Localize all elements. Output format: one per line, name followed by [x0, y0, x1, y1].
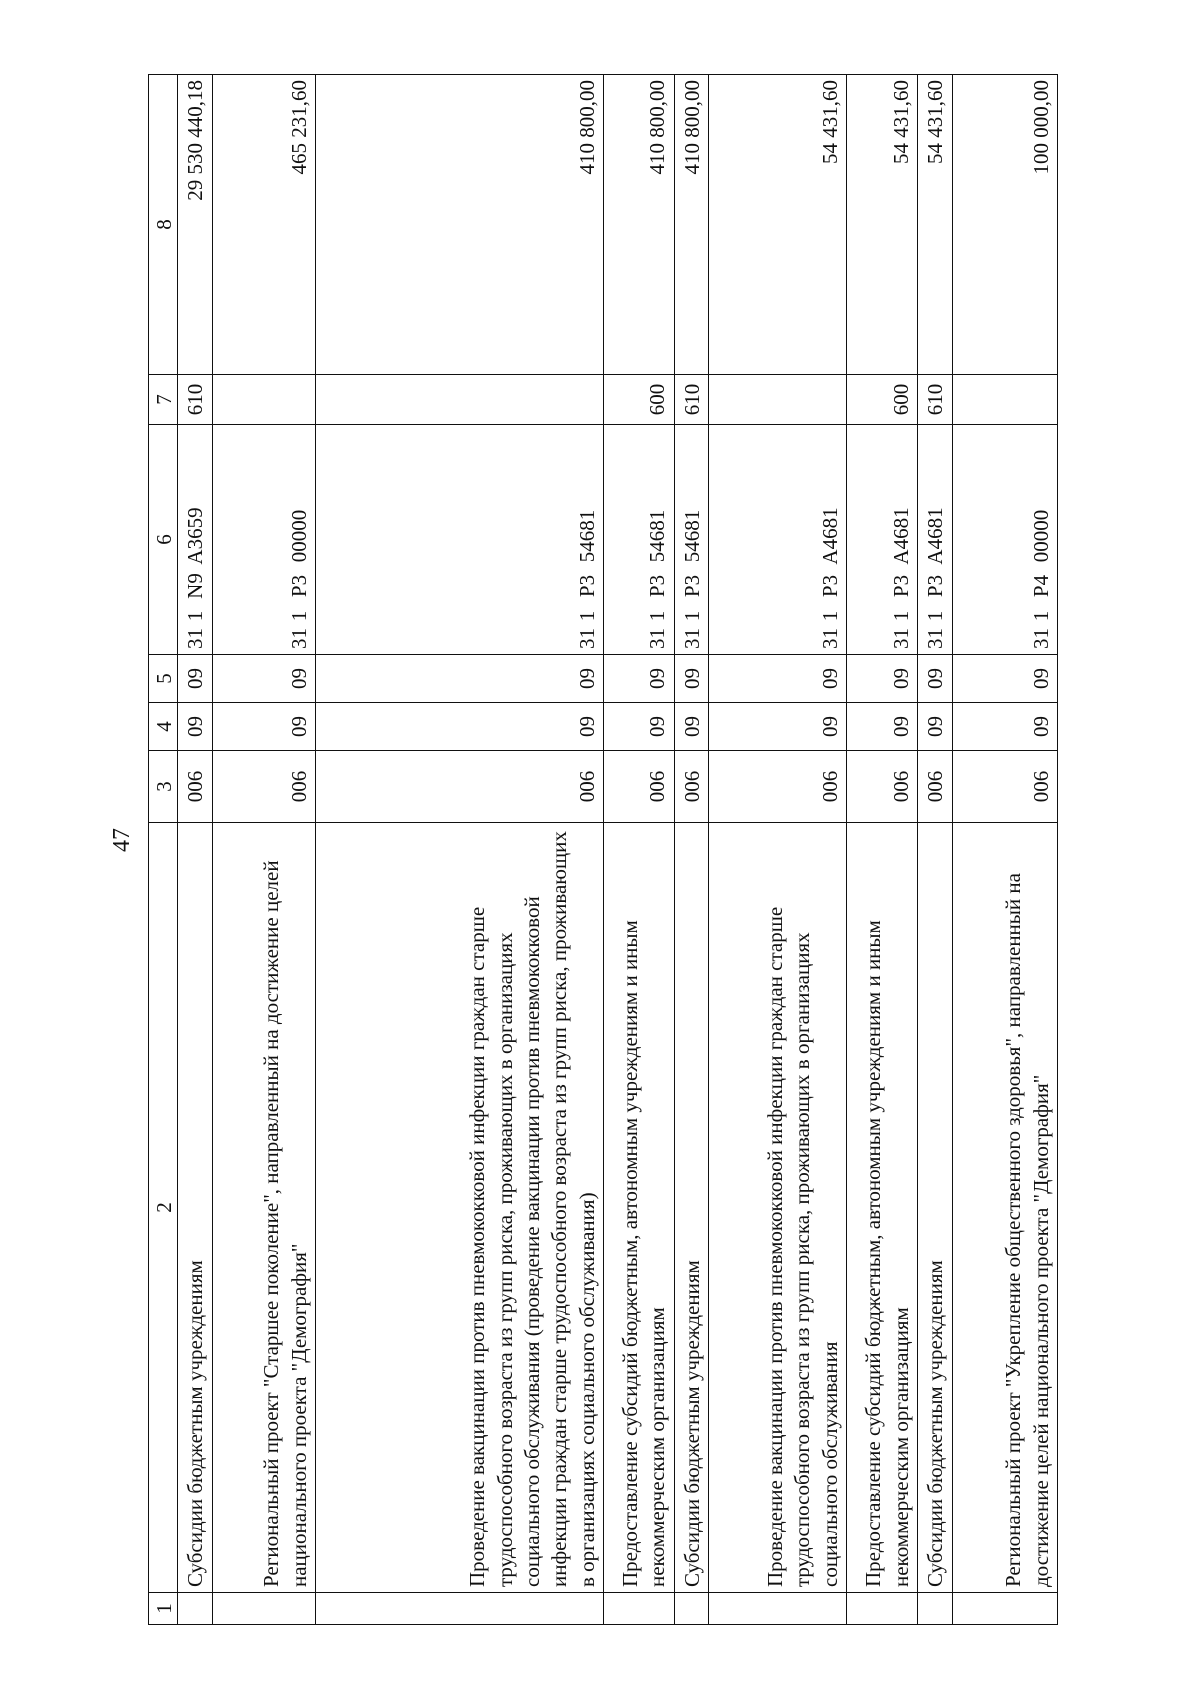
kcsr-part-1: 31 [680, 628, 705, 649]
kcsr-part-4: 00000 [1028, 509, 1053, 563]
code-col7 [952, 375, 1057, 425]
code-col7: 610 [178, 375, 213, 425]
table-row [847, 75, 918, 1625]
kcsr-part-3: P3 [888, 574, 913, 598]
kcsr-part-2: 1 [286, 610, 311, 622]
code-col4: 09 [952, 703, 1057, 751]
code-col4: 09 [603, 703, 674, 751]
header-row [149, 75, 178, 1625]
kcsr-part-3: P4 [1028, 574, 1053, 598]
kcsr-part-2: 1 [817, 610, 842, 622]
row-number [178, 1593, 213, 1625]
row-description: Проведение вакцинации против пневмококковой инфекции граждан старше трудоспособного возраста из групп риска, проживающих в организациях социального обслуживания (проведение вакцинации против пневмококковой инфекции граждан старше трудоспособного возраста из групп риска, проживающих в организациях социального обслуживания) [315, 823, 603, 1593]
code-col3: 006 [847, 751, 918, 823]
code-col3: 006 [315, 751, 603, 823]
kcsr-part-4: A4681 [817, 507, 842, 565]
budget-table [148, 74, 1058, 1625]
kcsr-part-3: P3 [286, 574, 311, 598]
row-number [315, 1593, 603, 1625]
kcsr-part-4: 54681 [645, 509, 670, 563]
code-col7 [315, 375, 603, 425]
page-number: 47 [109, 828, 135, 852]
kcsr-part-1: 31 [923, 628, 948, 649]
code-col5: 09 [178, 655, 213, 703]
kcsr-part-3: P3 [680, 574, 705, 598]
kcsr-part-2: 1 [645, 610, 670, 622]
row-amount: 465 231,60 [212, 75, 315, 375]
code-col4: 09 [709, 703, 847, 751]
kcsr-part-2: 1 [680, 610, 705, 622]
code-col6 [917, 425, 952, 655]
row-amount: 54 431,60 [709, 75, 847, 375]
table-row [603, 75, 674, 1625]
row-amount: 54 431,60 [847, 75, 918, 375]
row-number [847, 1593, 918, 1625]
column-header: 7 [149, 375, 178, 425]
row-amount: 410 800,00 [674, 75, 709, 375]
kcsr-part-3: P3 [923, 574, 948, 598]
row-number [212, 1593, 315, 1625]
code-col3: 006 [917, 751, 952, 823]
code-col5: 09 [917, 655, 952, 703]
row-description: Субсидии бюджетным учреждениям [674, 823, 709, 1593]
row-description: Проведение вакцинации против пневмококковой инфекции граждан старше трудоспособного возраста из групп риска, проживающих в организациях социального обслуживания [709, 823, 847, 1593]
row-amount: 410 800,00 [603, 75, 674, 375]
kcsr-part-2: 1 [888, 610, 913, 622]
row-description: Региональный проект "Старшее поколение", направленный на достижение целей национального проекта "Демография" [212, 823, 315, 1593]
code-col4: 09 [674, 703, 709, 751]
kcsr-part-2: 1 [183, 610, 208, 622]
kcsr-part-2: 1 [923, 610, 948, 622]
row-number [709, 1593, 847, 1625]
code-col4: 09 [847, 703, 918, 751]
table-row [709, 75, 847, 1625]
code-col7: 600 [847, 375, 918, 425]
row-amount: 410 800,00 [315, 75, 603, 375]
kcsr-part-1: 31 [817, 628, 842, 649]
kcsr-part-2: 1 [1028, 610, 1053, 622]
row-amount: 29 530 440,18 [178, 75, 213, 375]
row-description: Субсидии бюджетным учреждениям [178, 823, 213, 1593]
table-row [674, 75, 709, 1625]
code-col7 [709, 375, 847, 425]
kcsr-part-3: P3 [645, 574, 670, 598]
code-col6 [674, 425, 709, 655]
column-header: 6 [149, 425, 178, 655]
code-col6 [709, 425, 847, 655]
code-col4: 09 [315, 703, 603, 751]
row-amount: 54 431,60 [917, 75, 952, 375]
code-col5: 09 [212, 655, 315, 703]
row-description: Региональный проект "Укрепление общественного здоровья", направленный на достижение целей национального проекта "Демография" [952, 823, 1057, 1593]
row-description: Предоставление субсидий бюджетным, автономным учреждениям и иным некоммерческим организациям [603, 823, 674, 1593]
row-amount: 100 000,00 [952, 75, 1057, 375]
code-col6 [603, 425, 674, 655]
code-col6 [315, 425, 603, 655]
kcsr-part-1: 31 [183, 628, 208, 649]
code-col3: 006 [952, 751, 1057, 823]
table-row [315, 75, 603, 1625]
kcsr-part-3: P3 [574, 574, 599, 598]
table-row [952, 75, 1057, 1625]
code-col3: 006 [178, 751, 213, 823]
code-col3: 006 [603, 751, 674, 823]
column-header: 1 [149, 1593, 178, 1625]
code-col6 [952, 425, 1057, 655]
kcsr-part-3: P3 [817, 574, 842, 598]
kcsr-part-4: 00000 [286, 509, 311, 563]
kcsr-part-4: A4681 [923, 507, 948, 565]
kcsr-part-4: A3659 [183, 507, 208, 565]
code-col4: 09 [917, 703, 952, 751]
code-col7: 600 [603, 375, 674, 425]
code-col3: 006 [709, 751, 847, 823]
row-number [917, 1593, 952, 1625]
code-col7: 610 [674, 375, 709, 425]
kcsr-part-1: 31 [645, 628, 670, 649]
code-col5: 09 [952, 655, 1057, 703]
column-header: 8 [149, 75, 178, 375]
row-description: Предоставление субсидий бюджетным, автономным учреждениям и иным некоммерческим организациям [847, 823, 918, 1593]
code-col4: 09 [178, 703, 213, 751]
column-header: 5 [149, 655, 178, 703]
kcsr-part-2: 1 [574, 610, 599, 622]
code-col3: 006 [212, 751, 315, 823]
code-col5: 09 [674, 655, 709, 703]
kcsr-part-1: 31 [286, 628, 311, 649]
code-col7: 610 [917, 375, 952, 425]
column-header: 2 [149, 823, 178, 1593]
table-row [212, 75, 315, 1625]
code-col5: 09 [709, 655, 847, 703]
table-row [917, 75, 952, 1625]
code-col4: 09 [212, 703, 315, 751]
code-col3: 006 [674, 751, 709, 823]
column-header: 3 [149, 751, 178, 823]
code-col6 [847, 425, 918, 655]
kcsr-part-1: 31 [1028, 628, 1053, 649]
column-header: 4 [149, 703, 178, 751]
code-col6 [178, 425, 213, 655]
row-number [674, 1593, 709, 1625]
table-row [178, 75, 213, 1625]
row-number [952, 1593, 1057, 1625]
code-col5: 09 [315, 655, 603, 703]
kcsr-part-4: A4681 [888, 507, 913, 565]
kcsr-part-1: 31 [888, 628, 913, 649]
row-description: Субсидии бюджетным учреждениям [917, 823, 952, 1593]
kcsr-part-4: 54681 [680, 509, 705, 563]
row-number [603, 1593, 674, 1625]
rotated-table-wrapper [148, 75, 1058, 1625]
kcsr-part-3: N9 [183, 573, 208, 599]
kcsr-part-1: 31 [574, 628, 599, 649]
code-col5: 09 [603, 655, 674, 703]
code-col5: 09 [847, 655, 918, 703]
kcsr-part-4: 54681 [574, 509, 599, 563]
code-col6 [212, 425, 315, 655]
code-col7 [212, 375, 315, 425]
